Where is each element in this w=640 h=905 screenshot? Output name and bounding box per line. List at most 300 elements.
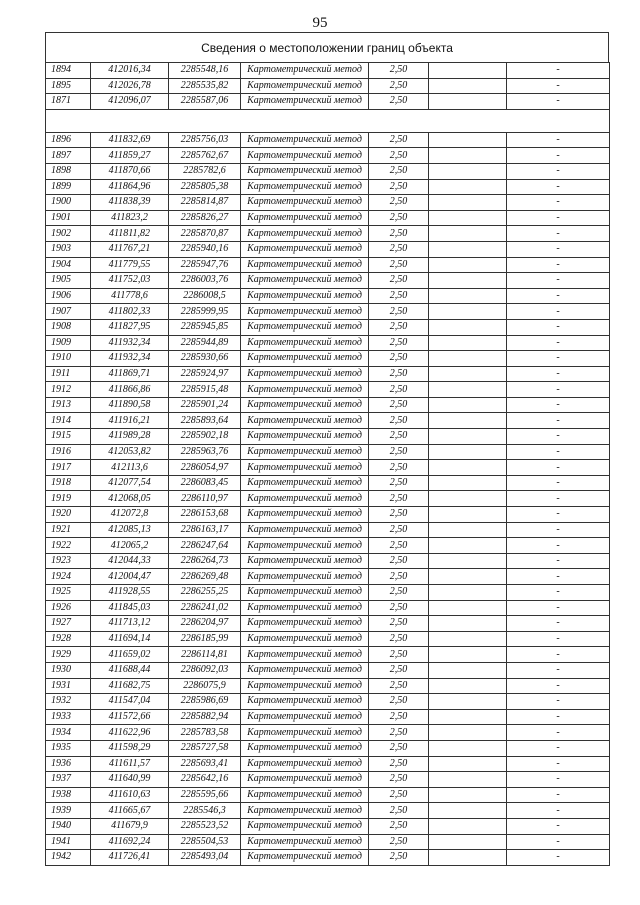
method-cell: Картометрический метод bbox=[241, 163, 369, 179]
point-number-cell: 1898 bbox=[46, 163, 91, 179]
note-cell: - bbox=[507, 460, 610, 476]
method-cell: Картометрический метод bbox=[241, 678, 369, 694]
x-coordinate-cell: 411752,03 bbox=[91, 273, 169, 289]
empty-cell bbox=[429, 678, 507, 694]
empty-cell bbox=[429, 616, 507, 632]
table-row bbox=[46, 226, 610, 242]
y-coordinate-cell: 2286075,9 bbox=[169, 678, 241, 694]
accuracy-cell: 2,50 bbox=[369, 491, 429, 507]
accuracy-cell: 2,50 bbox=[369, 273, 429, 289]
empty-cell bbox=[429, 787, 507, 803]
point-number-cell: 1926 bbox=[46, 600, 91, 616]
x-coordinate-cell: 411665,67 bbox=[91, 803, 169, 819]
y-coordinate-cell: 2285940,16 bbox=[169, 241, 241, 257]
note-cell: - bbox=[507, 257, 610, 273]
y-coordinate-cell: 2285986,69 bbox=[169, 694, 241, 710]
table-row bbox=[46, 63, 610, 79]
table-row bbox=[46, 132, 610, 148]
method-cell: Картометрический метод bbox=[241, 382, 369, 398]
method-cell: Картометрический метод bbox=[241, 288, 369, 304]
point-number-cell: 1934 bbox=[46, 725, 91, 741]
table-row bbox=[46, 94, 610, 110]
note-cell: - bbox=[507, 319, 610, 335]
point-number-cell: 1925 bbox=[46, 585, 91, 601]
note-cell: - bbox=[507, 163, 610, 179]
x-coordinate-cell: 411611,57 bbox=[91, 756, 169, 772]
point-number-cell: 1914 bbox=[46, 413, 91, 429]
point-number-cell: 1918 bbox=[46, 475, 91, 491]
y-coordinate-cell: 2285945,85 bbox=[169, 319, 241, 335]
note-cell: - bbox=[507, 94, 610, 110]
empty-cell bbox=[429, 210, 507, 226]
note-cell: - bbox=[507, 351, 610, 367]
x-coordinate-cell: 411659,02 bbox=[91, 647, 169, 663]
point-number-cell: 1933 bbox=[46, 709, 91, 725]
group-separator-row bbox=[46, 109, 610, 132]
accuracy-cell: 2,50 bbox=[369, 413, 429, 429]
method-cell: Картометрический метод bbox=[241, 553, 369, 569]
y-coordinate-cell: 2285493,04 bbox=[169, 850, 241, 866]
accuracy-cell: 2,50 bbox=[369, 429, 429, 445]
accuracy-cell: 2,50 bbox=[369, 600, 429, 616]
y-coordinate-cell: 2285546,3 bbox=[169, 803, 241, 819]
empty-cell bbox=[429, 553, 507, 569]
table-row bbox=[46, 429, 610, 445]
empty-cell bbox=[429, 148, 507, 164]
point-number-cell: 1936 bbox=[46, 756, 91, 772]
empty-cell bbox=[429, 662, 507, 678]
table-row bbox=[46, 351, 610, 367]
point-number-cell: 1916 bbox=[46, 444, 91, 460]
x-coordinate-cell: 411869,71 bbox=[91, 366, 169, 382]
y-coordinate-cell: 2285814,87 bbox=[169, 195, 241, 211]
table-row bbox=[46, 740, 610, 756]
y-coordinate-cell: 2285826,27 bbox=[169, 210, 241, 226]
note-cell: - bbox=[507, 226, 610, 242]
y-coordinate-cell: 2286114,81 bbox=[169, 647, 241, 663]
method-cell: Картометрический метод bbox=[241, 397, 369, 413]
point-number-cell: 1923 bbox=[46, 553, 91, 569]
empty-cell bbox=[429, 740, 507, 756]
accuracy-cell: 2,50 bbox=[369, 834, 429, 850]
y-coordinate-cell: 2285587,06 bbox=[169, 94, 241, 110]
note-cell: - bbox=[507, 241, 610, 257]
y-coordinate-cell: 2286003,76 bbox=[169, 273, 241, 289]
method-cell: Картометрический метод bbox=[241, 803, 369, 819]
note-cell: - bbox=[507, 803, 610, 819]
x-coordinate-cell: 412068,05 bbox=[91, 491, 169, 507]
point-number-cell: 1938 bbox=[46, 787, 91, 803]
table-row bbox=[46, 304, 610, 320]
table-row bbox=[46, 241, 610, 257]
table-row bbox=[46, 538, 610, 554]
note-cell: - bbox=[507, 522, 610, 538]
note-cell: - bbox=[507, 834, 610, 850]
note-cell: - bbox=[507, 772, 610, 788]
x-coordinate-cell: 411679,9 bbox=[91, 818, 169, 834]
separator-cell bbox=[241, 109, 369, 132]
table-row bbox=[46, 803, 610, 819]
empty-cell bbox=[429, 569, 507, 585]
note-cell: - bbox=[507, 210, 610, 226]
empty-cell bbox=[429, 241, 507, 257]
table-row bbox=[46, 475, 610, 491]
x-coordinate-cell: 411778,6 bbox=[91, 288, 169, 304]
accuracy-cell: 2,50 bbox=[369, 507, 429, 523]
point-number-cell: 1915 bbox=[46, 429, 91, 445]
y-coordinate-cell: 2286255,25 bbox=[169, 585, 241, 601]
x-coordinate-cell: 411767,21 bbox=[91, 241, 169, 257]
point-number-cell: 1940 bbox=[46, 818, 91, 834]
accuracy-cell: 2,50 bbox=[369, 319, 429, 335]
x-coordinate-cell: 411823,2 bbox=[91, 210, 169, 226]
point-number-cell: 1904 bbox=[46, 257, 91, 273]
accuracy-cell: 2,50 bbox=[369, 850, 429, 866]
empty-cell bbox=[429, 850, 507, 866]
y-coordinate-cell: 2286008,5 bbox=[169, 288, 241, 304]
x-coordinate-cell: 411694,14 bbox=[91, 631, 169, 647]
empty-cell bbox=[429, 491, 507, 507]
x-coordinate-cell: 411989,28 bbox=[91, 429, 169, 445]
accuracy-cell: 2,50 bbox=[369, 195, 429, 211]
accuracy-cell: 2,50 bbox=[369, 538, 429, 554]
point-number-cell: 1924 bbox=[46, 569, 91, 585]
accuracy-cell: 2,50 bbox=[369, 179, 429, 195]
point-number-cell: 1912 bbox=[46, 382, 91, 398]
method-cell: Картометрический метод bbox=[241, 694, 369, 710]
note-cell: - bbox=[507, 397, 610, 413]
point-number-cell: 1896 bbox=[46, 132, 91, 148]
separator-cell bbox=[91, 109, 169, 132]
x-coordinate-cell: 412085,13 bbox=[91, 522, 169, 538]
note-cell: - bbox=[507, 538, 610, 554]
table-row bbox=[46, 413, 610, 429]
accuracy-cell: 2,50 bbox=[369, 366, 429, 382]
y-coordinate-cell: 2286247,64 bbox=[169, 538, 241, 554]
x-coordinate-cell: 412077,54 bbox=[91, 475, 169, 491]
y-coordinate-cell: 2285901,24 bbox=[169, 397, 241, 413]
boundary-points-table bbox=[45, 62, 610, 866]
empty-cell bbox=[429, 413, 507, 429]
point-number-cell: 1932 bbox=[46, 694, 91, 710]
note-cell: - bbox=[507, 616, 610, 632]
method-cell: Картометрический метод bbox=[241, 600, 369, 616]
method-cell: Картометрический метод bbox=[241, 538, 369, 554]
empty-cell bbox=[429, 382, 507, 398]
accuracy-cell: 2,50 bbox=[369, 288, 429, 304]
y-coordinate-cell: 2285805,38 bbox=[169, 179, 241, 195]
y-coordinate-cell: 2285762,67 bbox=[169, 148, 241, 164]
empty-cell bbox=[429, 179, 507, 195]
note-cell: - bbox=[507, 132, 610, 148]
table-row bbox=[46, 210, 610, 226]
accuracy-cell: 2,50 bbox=[369, 818, 429, 834]
note-cell: - bbox=[507, 195, 610, 211]
method-cell: Картометрический метод bbox=[241, 226, 369, 242]
y-coordinate-cell: 2285783,58 bbox=[169, 725, 241, 741]
accuracy-cell: 2,50 bbox=[369, 132, 429, 148]
note-cell: - bbox=[507, 756, 610, 772]
table-row bbox=[46, 585, 610, 601]
empty-cell bbox=[429, 94, 507, 110]
y-coordinate-cell: 2285548,16 bbox=[169, 63, 241, 79]
table-row bbox=[46, 78, 610, 94]
accuracy-cell: 2,50 bbox=[369, 585, 429, 601]
empty-cell bbox=[429, 351, 507, 367]
empty-cell bbox=[429, 709, 507, 725]
table-row bbox=[46, 444, 610, 460]
y-coordinate-cell: 2286153,68 bbox=[169, 507, 241, 523]
method-cell: Картометрический метод bbox=[241, 460, 369, 476]
accuracy-cell: 2,50 bbox=[369, 241, 429, 257]
table-row bbox=[46, 600, 610, 616]
accuracy-cell: 2,50 bbox=[369, 787, 429, 803]
x-coordinate-cell: 411547,04 bbox=[91, 694, 169, 710]
method-cell: Картометрический метод bbox=[241, 709, 369, 725]
method-cell: Картометрический метод bbox=[241, 319, 369, 335]
separator-cell bbox=[369, 109, 429, 132]
table-row bbox=[46, 662, 610, 678]
accuracy-cell: 2,50 bbox=[369, 740, 429, 756]
y-coordinate-cell: 2286269,48 bbox=[169, 569, 241, 585]
empty-cell bbox=[429, 460, 507, 476]
accuracy-cell: 2,50 bbox=[369, 616, 429, 632]
note-cell: - bbox=[507, 148, 610, 164]
y-coordinate-cell: 2285893,64 bbox=[169, 413, 241, 429]
method-cell: Картометрический метод bbox=[241, 210, 369, 226]
note-cell: - bbox=[507, 179, 610, 195]
empty-cell bbox=[429, 319, 507, 335]
method-cell: Картометрический метод bbox=[241, 616, 369, 632]
accuracy-cell: 2,50 bbox=[369, 662, 429, 678]
empty-cell bbox=[429, 163, 507, 179]
empty-cell bbox=[429, 631, 507, 647]
y-coordinate-cell: 2285535,82 bbox=[169, 78, 241, 94]
x-coordinate-cell: 411622,96 bbox=[91, 725, 169, 741]
x-coordinate-cell: 411864,96 bbox=[91, 179, 169, 195]
note-cell: - bbox=[507, 475, 610, 491]
accuracy-cell: 2,50 bbox=[369, 460, 429, 476]
x-coordinate-cell: 412096,07 bbox=[91, 94, 169, 110]
y-coordinate-cell: 2286241,02 bbox=[169, 600, 241, 616]
note-cell: - bbox=[507, 335, 610, 351]
x-coordinate-cell: 412026,78 bbox=[91, 78, 169, 94]
x-coordinate-cell: 411802,33 bbox=[91, 304, 169, 320]
point-number-cell: 1939 bbox=[46, 803, 91, 819]
table-row bbox=[46, 725, 610, 741]
point-number-cell: 1927 bbox=[46, 616, 91, 632]
method-cell: Картометрический метод bbox=[241, 304, 369, 320]
accuracy-cell: 2,50 bbox=[369, 631, 429, 647]
accuracy-cell: 2,50 bbox=[369, 382, 429, 398]
empty-cell bbox=[429, 585, 507, 601]
note-cell: - bbox=[507, 273, 610, 289]
table-row bbox=[46, 397, 610, 413]
note-cell: - bbox=[507, 647, 610, 663]
note-cell: - bbox=[507, 382, 610, 398]
accuracy-cell: 2,50 bbox=[369, 522, 429, 538]
accuracy-cell: 2,50 bbox=[369, 351, 429, 367]
x-coordinate-cell: 412004,47 bbox=[91, 569, 169, 585]
empty-cell bbox=[429, 475, 507, 491]
empty-cell bbox=[429, 818, 507, 834]
accuracy-cell: 2,50 bbox=[369, 63, 429, 79]
y-coordinate-cell: 2285902,18 bbox=[169, 429, 241, 445]
table-row bbox=[46, 631, 610, 647]
table-row bbox=[46, 756, 610, 772]
note-cell: - bbox=[507, 818, 610, 834]
x-coordinate-cell: 411932,34 bbox=[91, 335, 169, 351]
method-cell: Картометрический метод bbox=[241, 631, 369, 647]
note-cell: - bbox=[507, 491, 610, 507]
x-coordinate-cell: 411827,95 bbox=[91, 319, 169, 335]
y-coordinate-cell: 2285504,53 bbox=[169, 834, 241, 850]
point-number-cell: 1913 bbox=[46, 397, 91, 413]
note-cell: - bbox=[507, 694, 610, 710]
accuracy-cell: 2,50 bbox=[369, 569, 429, 585]
method-cell: Картометрический метод bbox=[241, 475, 369, 491]
accuracy-cell: 2,50 bbox=[369, 444, 429, 460]
method-cell: Картометрический метод bbox=[241, 257, 369, 273]
empty-cell bbox=[429, 226, 507, 242]
table-row bbox=[46, 647, 610, 663]
point-number-cell: 1930 bbox=[46, 662, 91, 678]
y-coordinate-cell: 2286163,17 bbox=[169, 522, 241, 538]
point-number-cell: 1942 bbox=[46, 850, 91, 866]
note-cell: - bbox=[507, 553, 610, 569]
empty-cell bbox=[429, 756, 507, 772]
y-coordinate-cell: 2285999,95 bbox=[169, 304, 241, 320]
note-cell: - bbox=[507, 304, 610, 320]
point-number-cell: 1901 bbox=[46, 210, 91, 226]
accuracy-cell: 2,50 bbox=[369, 803, 429, 819]
separator-cell bbox=[429, 109, 507, 132]
method-cell: Картометрический метод bbox=[241, 585, 369, 601]
point-number-cell: 1919 bbox=[46, 491, 91, 507]
accuracy-cell: 2,50 bbox=[369, 335, 429, 351]
x-coordinate-cell: 411610,63 bbox=[91, 787, 169, 803]
empty-cell bbox=[429, 132, 507, 148]
separator-cell bbox=[507, 109, 610, 132]
x-coordinate-cell: 412016,34 bbox=[91, 63, 169, 79]
table-row bbox=[46, 366, 610, 382]
method-cell: Картометрический метод bbox=[241, 725, 369, 741]
point-number-cell: 1895 bbox=[46, 78, 91, 94]
method-cell: Картометрический метод bbox=[241, 850, 369, 866]
point-number-cell: 1931 bbox=[46, 678, 91, 694]
accuracy-cell: 2,50 bbox=[369, 304, 429, 320]
point-number-cell: 1907 bbox=[46, 304, 91, 320]
point-number-cell: 1909 bbox=[46, 335, 91, 351]
y-coordinate-cell: 2286054,97 bbox=[169, 460, 241, 476]
accuracy-cell: 2,50 bbox=[369, 148, 429, 164]
y-coordinate-cell: 2286204,97 bbox=[169, 616, 241, 632]
accuracy-cell: 2,50 bbox=[369, 772, 429, 788]
y-coordinate-cell: 2286110,97 bbox=[169, 491, 241, 507]
x-coordinate-cell: 411838,39 bbox=[91, 195, 169, 211]
accuracy-cell: 2,50 bbox=[369, 694, 429, 710]
method-cell: Картометрический метод bbox=[241, 834, 369, 850]
accuracy-cell: 2,50 bbox=[369, 210, 429, 226]
point-number-cell: 1920 bbox=[46, 507, 91, 523]
point-number-cell: 1921 bbox=[46, 522, 91, 538]
method-cell: Картометрический метод bbox=[241, 63, 369, 79]
y-coordinate-cell: 2286083,45 bbox=[169, 475, 241, 491]
x-coordinate-cell: 411832,69 bbox=[91, 132, 169, 148]
table-row bbox=[46, 179, 610, 195]
empty-cell bbox=[429, 725, 507, 741]
empty-cell bbox=[429, 78, 507, 94]
x-coordinate-cell: 411640,99 bbox=[91, 772, 169, 788]
empty-cell bbox=[429, 304, 507, 320]
page-number: 95 bbox=[312, 15, 328, 31]
y-coordinate-cell: 2285924,97 bbox=[169, 366, 241, 382]
method-cell: Картометрический метод bbox=[241, 366, 369, 382]
x-coordinate-cell: 411692,24 bbox=[91, 834, 169, 850]
table-row bbox=[46, 569, 610, 585]
accuracy-cell: 2,50 bbox=[369, 725, 429, 741]
y-coordinate-cell: 2285870,87 bbox=[169, 226, 241, 242]
accuracy-cell: 2,50 bbox=[369, 475, 429, 491]
table-row bbox=[46, 335, 610, 351]
table-row bbox=[46, 553, 610, 569]
method-cell: Картометрический метод bbox=[241, 491, 369, 507]
accuracy-cell: 2,50 bbox=[369, 553, 429, 569]
note-cell: - bbox=[507, 740, 610, 756]
y-coordinate-cell: 2285882,94 bbox=[169, 709, 241, 725]
table-row bbox=[46, 818, 610, 834]
point-number-cell: 1910 bbox=[46, 351, 91, 367]
note-cell: - bbox=[507, 429, 610, 445]
point-number-cell: 1908 bbox=[46, 319, 91, 335]
y-coordinate-cell: 2285727,58 bbox=[169, 740, 241, 756]
point-number-cell: 1911 bbox=[46, 366, 91, 382]
accuracy-cell: 2,50 bbox=[369, 226, 429, 242]
point-number-cell: 1928 bbox=[46, 631, 91, 647]
empty-cell bbox=[429, 803, 507, 819]
method-cell: Картометрический метод bbox=[241, 78, 369, 94]
empty-cell bbox=[429, 538, 507, 554]
table-row bbox=[46, 522, 610, 538]
method-cell: Картометрический метод bbox=[241, 273, 369, 289]
method-cell: Картометрический метод bbox=[241, 647, 369, 663]
empty-cell bbox=[429, 600, 507, 616]
empty-cell bbox=[429, 694, 507, 710]
point-number-cell: 1894 bbox=[46, 63, 91, 79]
table-row bbox=[46, 507, 610, 523]
table-row bbox=[46, 787, 610, 803]
x-coordinate-cell: 411932,34 bbox=[91, 351, 169, 367]
y-coordinate-cell: 2285642,16 bbox=[169, 772, 241, 788]
note-cell: - bbox=[507, 709, 610, 725]
note-cell: - bbox=[507, 507, 610, 523]
y-coordinate-cell: 2285930,66 bbox=[169, 351, 241, 367]
x-coordinate-cell: 411890,58 bbox=[91, 397, 169, 413]
method-cell: Картометрический метод bbox=[241, 818, 369, 834]
empty-cell bbox=[429, 444, 507, 460]
table-row bbox=[46, 694, 610, 710]
empty-cell bbox=[429, 397, 507, 413]
x-coordinate-cell: 411779,55 bbox=[91, 257, 169, 273]
x-coordinate-cell: 412065,2 bbox=[91, 538, 169, 554]
note-cell: - bbox=[507, 662, 610, 678]
method-cell: Картометрический метод bbox=[241, 429, 369, 445]
table-row bbox=[46, 319, 610, 335]
method-cell: Картометрический метод bbox=[241, 756, 369, 772]
accuracy-cell: 2,50 bbox=[369, 678, 429, 694]
point-number-cell: 1917 bbox=[46, 460, 91, 476]
empty-cell bbox=[429, 273, 507, 289]
